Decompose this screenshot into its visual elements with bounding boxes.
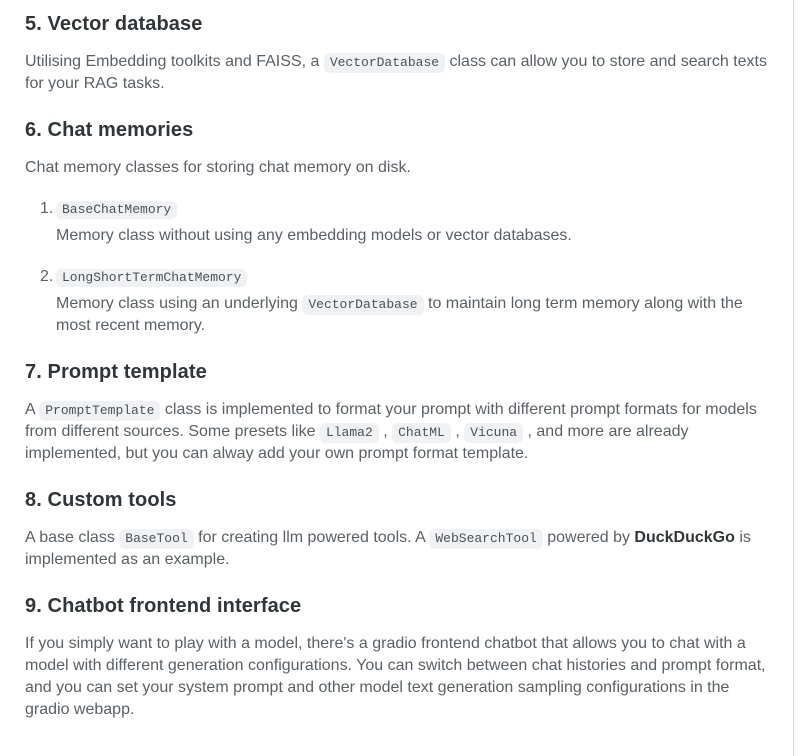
list-item-title	[25, 198, 769, 220]
inline-code: BaseTool	[119, 529, 193, 549]
text-run: A base class	[25, 529, 120, 546]
section-6-chat-memories	[25, 119, 769, 337]
section-8-custom-tools	[25, 489, 769, 571]
paragraph	[25, 527, 769, 571]
text-run: Memory class without using any embedding models or vector databases.	[56, 227, 572, 244]
paragraph	[25, 157, 769, 179]
inline-code: WebSearchTool	[429, 529, 542, 549]
section-5-vector-database	[25, 13, 769, 95]
list-item-marker: 1.	[40, 200, 54, 217]
text-run: for creating llm powered tools. A	[193, 529, 430, 546]
inline-code: VectorDatabase	[302, 295, 423, 315]
paragraph	[25, 51, 769, 95]
readme-content	[25, 13, 769, 721]
paragraph	[25, 399, 769, 465]
inline-code: LongShortTermChatMemory	[56, 269, 247, 287]
section-heading: 7. Prompt template	[25, 361, 207, 383]
section-heading: 6. Chat memories	[25, 119, 194, 141]
text-run: to maintain long term memory along with the most recent memory.	[56, 295, 743, 334]
text-run: Memory class using an underlying	[56, 295, 303, 312]
list-item-description	[56, 225, 769, 247]
text-run: , and more are already implemented, but you can alway add your own prompt format template.	[25, 423, 689, 462]
bold-text: DuckDuckGo	[634, 529, 735, 546]
ordered-list	[25, 198, 769, 337]
inline-code: BaseChatMemory	[56, 201, 177, 219]
text-run: A	[25, 401, 40, 418]
section-heading: 8. Custom tools	[25, 489, 177, 511]
inline-code: Llama2	[320, 423, 379, 443]
text-run: Utilising Embedding toolkits and FAISS, a	[25, 53, 324, 70]
section-heading: 9. Chatbot frontend interface	[25, 595, 302, 617]
text-run: class is implemented to format your prompt with different prompt formats for models from different sources. Some presets like	[25, 401, 757, 440]
text-run: ,	[378, 423, 393, 440]
list-item-title	[25, 266, 769, 288]
inline-code: Vicuna	[464, 423, 523, 443]
list-item	[25, 266, 769, 337]
text-run: class can allow you to store and search texts for your RAG tasks.	[25, 53, 767, 92]
text-run: powered by	[542, 529, 635, 546]
text-run: is implemented as an example.	[25, 529, 751, 568]
list-item-description	[56, 293, 769, 337]
text-run: Chat memory classes for storing chat memory on disk.	[25, 159, 411, 176]
inline-code: VectorDatabase	[324, 53, 445, 73]
list-item-marker: 2.	[40, 268, 54, 285]
text-run: If you simply want to play with a model, there's a gradio frontend chatbot that allows you to chat with a model with different generation configurations. You can switch between chat histories and prompt format, and you can set your system prompt and other model text generation sampling configurations in the gradio webapp.	[25, 635, 766, 718]
section-7-prompt-template	[25, 361, 769, 465]
inline-code: ChatML	[392, 423, 451, 443]
section-heading: 5. Vector database	[25, 13, 203, 35]
section-9-chatbot-frontend-interface	[25, 595, 769, 721]
list-item	[25, 198, 769, 247]
paragraph	[25, 633, 769, 721]
text-run: ,	[450, 423, 465, 440]
inline-code: PromptTemplate	[39, 401, 160, 421]
